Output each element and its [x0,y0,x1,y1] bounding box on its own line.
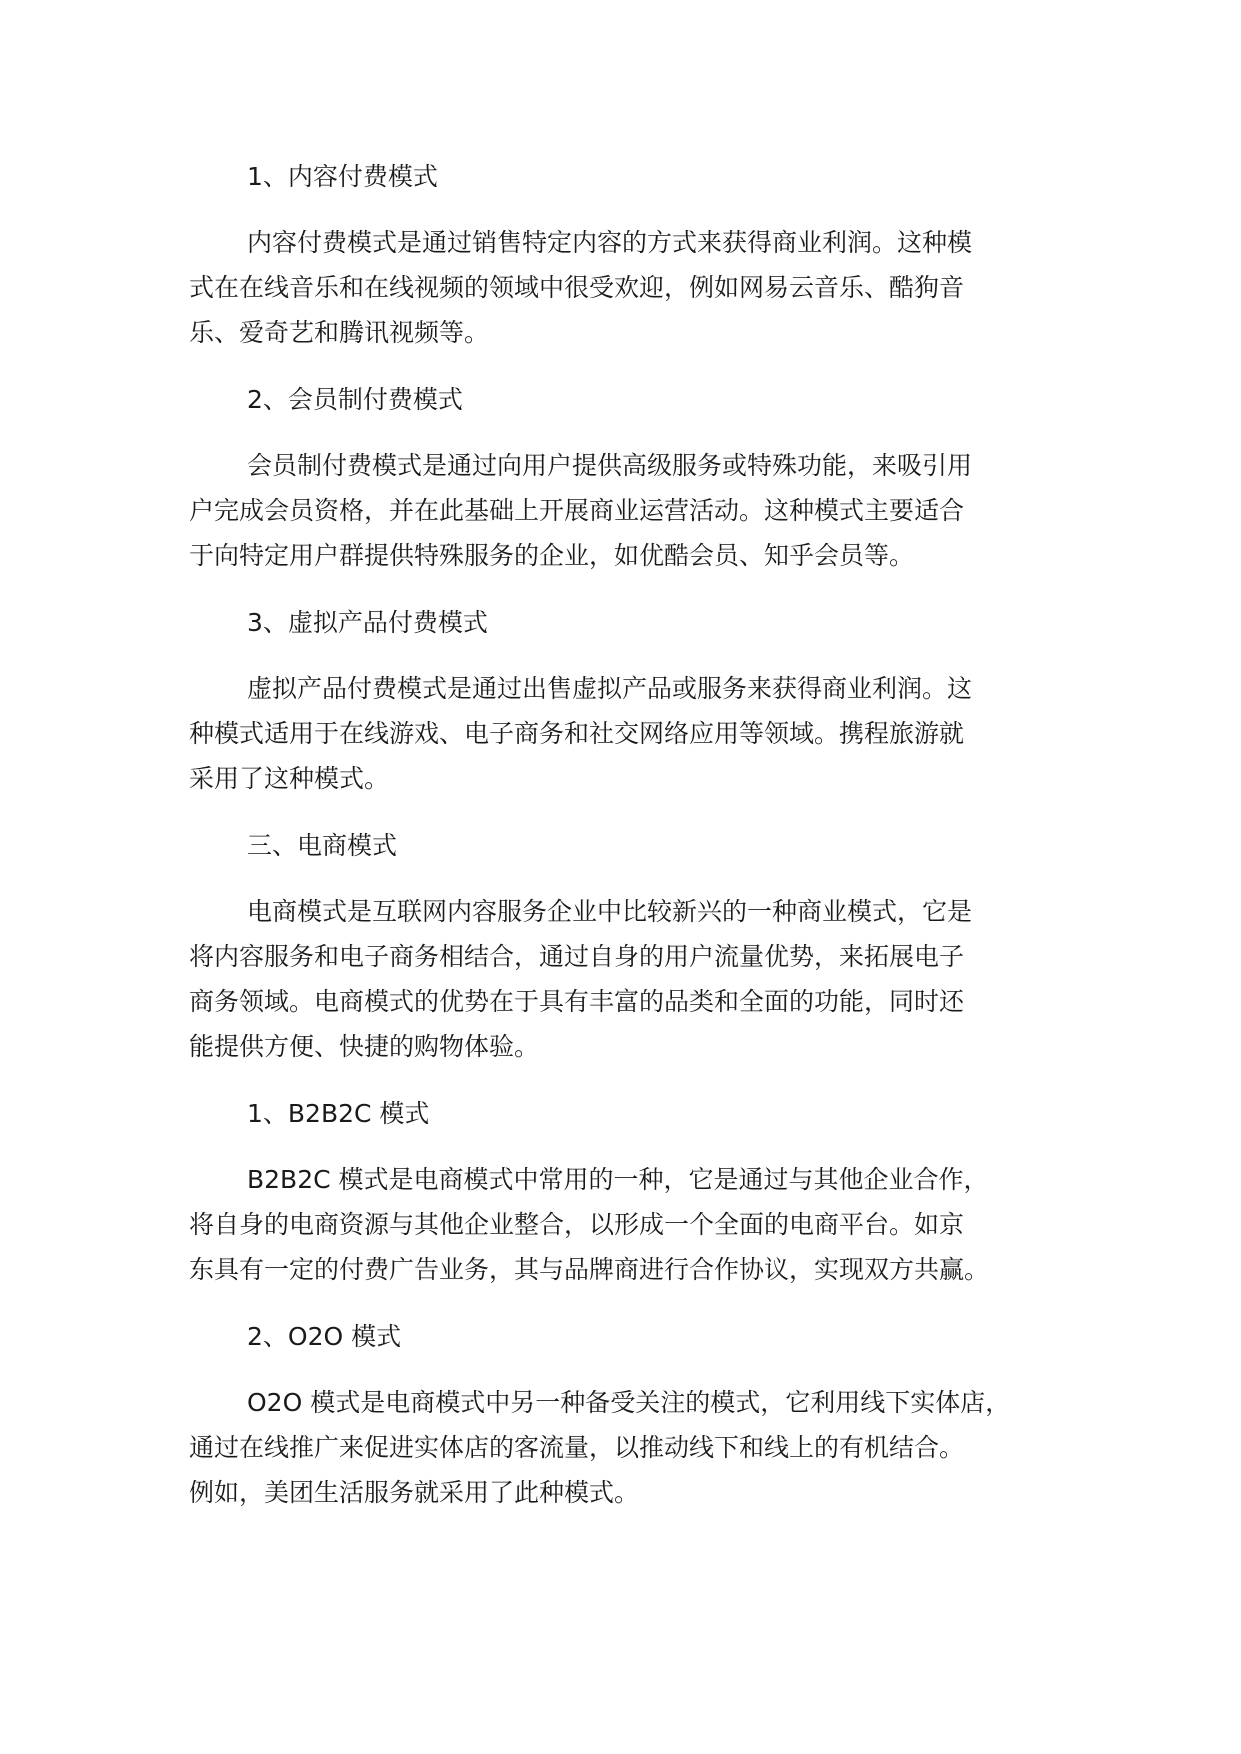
section-heading: 2、会员制付费模式 [247,385,463,414]
paragraph-line: B2B2C 模式是电商模式中常用的一种，它是通过与其他企业合作， [247,1165,989,1194]
paragraph-line: 乐、爱奇艺和腾讯视频等。 [189,318,490,347]
paragraph-line: 内容付费模式是通过销售特定内容的方式来获得商业利润。这种模 [247,228,973,257]
paragraph-line: 虚拟产品付费模式是通过出售虚拟产品或服务来获得商业利润。这 [247,674,973,703]
paragraph-line: 采用了这种模式。 [189,764,390,793]
paragraph-line: O2O 模式是电商模式中另一种备受关注的模式，它利用线下实体店， [247,1388,1011,1417]
paragraph-line: 将内容服务和电子商务相结合，通过自身的用户流量优势，来拓展电子 [189,942,965,971]
paragraph-line: 将自身的电商资源与其他企业整合，以形成一个全面的电商平台。如京 [189,1210,965,1239]
paragraph-line: 东具有一定的付费广告业务，其与品牌商进行合作协议，实现双方共赢。 [189,1255,990,1284]
paragraph-line: 电商模式是互联网内容服务企业中比较新兴的一种商业模式，它是 [247,897,973,926]
paragraph-line: 商务领域。电商模式的优势在于具有丰富的品类和全面的功能，同时还 [189,987,965,1016]
paragraph-line: 户完成会员资格，并在此基础上开展商业运营活动。这种模式主要适合 [189,496,965,525]
section-heading: 2、O2O 模式 [247,1322,402,1351]
paragraph-line: 式在在线音乐和在线视频的领域中很受欢迎，例如网易云音乐、酷狗音 [189,273,965,302]
paragraph-line: 于向特定用户群提供特殊服务的企业，如优酷会员、知乎会员等。 [189,541,915,570]
section-heading: 1、B2B2C 模式 [247,1099,430,1128]
paragraph-line: 会员制付费模式是通过向用户提供高级服务或特殊功能，来吸引用 [247,451,973,480]
paragraph-line: 种模式适用于在线游戏、电子商务和社交网络应用等领域。携程旅游就 [189,719,965,748]
section-heading: 3、虚拟产品付费模式 [247,608,488,637]
paragraph-line: 能提供方便、快捷的购物体验。 [189,1032,540,1061]
paragraph-line: 通过在线推广来促进实体店的客流量，以推动线下和线上的有机结合。 [189,1433,965,1462]
paragraph-line: 例如，美团生活服务就采用了此种模式。 [189,1478,640,1507]
section-heading: 三、电商模式 [247,831,398,860]
section-heading: 1、内容付费模式 [247,162,438,191]
